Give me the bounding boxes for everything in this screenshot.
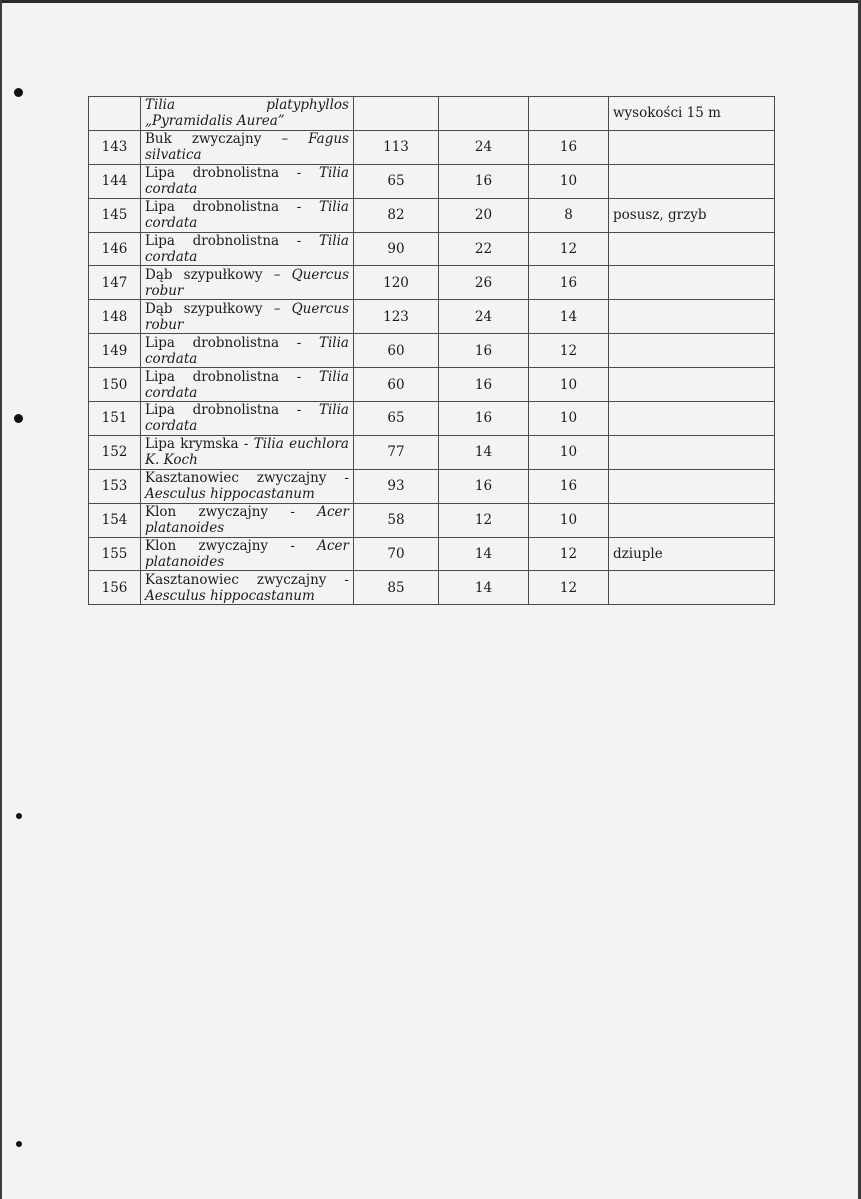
table-row [89,300,775,334]
sheet-edge-left [0,0,2,1199]
tree-height: 24 [439,130,529,164]
punch-hole-mark [16,813,22,819]
tree-number: 154 [89,503,141,537]
crown-width: 12 [529,334,609,368]
remarks [609,368,775,402]
species-line-latin: robur [145,282,184,299]
trunk-circumference: 60 [354,334,439,368]
species-line-polish: Dąb szypułkowy – Quercus [145,300,349,317]
tree-height: 16 [439,334,529,368]
species-name [141,198,354,232]
punch-hole-mark [14,88,23,97]
remarks [609,232,775,266]
species-line-latin: Aesculus hippocastanum [145,486,315,503]
tree-height: 16 [439,164,529,198]
crown-width: 10 [529,435,609,469]
table-row [89,198,775,232]
species-name [141,571,354,605]
tree-number: 143 [89,130,141,164]
species-line-polish: Kasztanowiec zwyczajny - [145,571,349,588]
species-name [141,97,354,131]
remarks [609,503,775,537]
tree-number: 150 [89,368,141,402]
trunk-circumference [354,97,439,131]
trunk-circumference: 85 [354,571,439,605]
species-line-polish: Lipa drobnolistna - Tilia [145,368,349,385]
trunk-circumference: 60 [354,368,439,402]
species-line-polish: Buk zwyczajny – Fagus [145,131,349,148]
remarks: posusz, grzyb [609,198,775,232]
tree-number: 149 [89,334,141,368]
tree-height: 14 [439,435,529,469]
tree-height: 14 [439,537,529,571]
species-line-latin: robur [145,316,184,333]
tree-number: 145 [89,198,141,232]
tree-height: 20 [439,198,529,232]
species-line-latin: K. Koch [145,452,198,469]
tree-height: 16 [439,402,529,436]
crown-width [529,97,609,131]
table-row [89,334,775,368]
tree-height: 14 [439,571,529,605]
table-row [89,503,775,537]
tree-number: 153 [89,469,141,503]
crown-width: 10 [529,503,609,537]
remarks: wysokości 15 m [609,97,775,131]
remarks [609,334,775,368]
remarks: dziuple [609,537,775,571]
trunk-circumference: 58 [354,503,439,537]
tree-number: 144 [89,164,141,198]
species-line-polish: Dąb szypułkowy – Quercus [145,266,349,283]
crown-width: 8 [529,198,609,232]
punch-hole-mark [16,1141,22,1147]
remarks [609,571,775,605]
species-line-latin: platanoides [145,520,225,537]
remarks [609,130,775,164]
trunk-circumference: 65 [354,164,439,198]
tree-height: 16 [439,469,529,503]
trunk-circumference: 82 [354,198,439,232]
tree-height [439,97,529,131]
species-line-polish: Lipa krymska - Tilia euchlora [145,436,349,453]
species-line-polish: Lipa drobnolistna - Tilia [145,233,349,249]
species-line-latin: cordata [145,384,198,401]
tree-number: 151 [89,402,141,436]
species-name [141,232,354,266]
remarks [609,266,775,300]
trunk-circumference: 123 [354,300,439,334]
species-name [141,164,354,198]
table-row [89,97,775,131]
table-row [89,537,775,571]
crown-width: 12 [529,571,609,605]
species-line-latin: cordata [145,350,198,367]
trunk-circumference: 65 [354,402,439,436]
tree-height: 24 [439,300,529,334]
species-line-polish: Klon zwyczajny - Acer [145,504,349,521]
table-row [89,435,775,469]
remarks [609,164,775,198]
remarks [609,402,775,436]
species-line-polish: Tilia platyphyllos [145,97,349,114]
table-row [89,164,775,198]
species-name [141,368,354,402]
tree-height: 12 [439,503,529,537]
species-name [141,435,354,469]
table-row [89,130,775,164]
crown-width: 16 [529,130,609,164]
tree-number: 148 [89,300,141,334]
crown-width: 16 [529,266,609,300]
crown-width: 10 [529,164,609,198]
table-row [89,266,775,300]
species-name [141,266,354,300]
table-row [89,469,775,503]
tree-height: 26 [439,266,529,300]
tree-height: 22 [439,232,529,266]
crown-width: 10 [529,402,609,436]
table-body [89,97,775,605]
table-row [89,368,775,402]
trunk-circumference: 120 [354,266,439,300]
tree-number: 147 [89,266,141,300]
remarks [609,469,775,503]
trunk-circumference: 70 [354,537,439,571]
species-line-latin: cordata [145,418,198,435]
species-line-latin: cordata [145,181,198,198]
species-line-latin: cordata [145,249,198,265]
species-name [141,402,354,436]
species-line-polish: Lipa drobnolistna - Tilia [145,165,349,182]
species-name [141,537,354,571]
remarks [609,300,775,334]
species-line-latin: cordata [145,215,198,232]
tree-number [89,97,141,131]
trunk-circumference: 90 [354,232,439,266]
species-name [141,503,354,537]
crown-width: 12 [529,232,609,266]
species-name [141,300,354,334]
tree-number: 146 [89,232,141,266]
species-line-latin: Aesculus hippocastanum [145,587,315,604]
tree-height: 16 [439,368,529,402]
table-row [89,402,775,436]
trunk-circumference: 77 [354,435,439,469]
tree-number: 156 [89,571,141,605]
tree-number: 155 [89,537,141,571]
tree-number: 152 [89,435,141,469]
crown-width: 12 [529,537,609,571]
species-line-latin: silvatica [145,147,202,164]
crown-width: 14 [529,300,609,334]
tree-inventory-table [88,96,775,605]
species-line-polish: Kasztanowiec zwyczajny - [145,470,349,487]
species-line-latin: platanoides [145,554,225,571]
species-line-polish: Lipa drobnolistna - Tilia [145,402,349,419]
table-row [89,232,775,266]
species-line-polish: Lipa drobnolistna - Tilia [145,334,349,351]
remarks [609,435,775,469]
crown-width: 10 [529,368,609,402]
species-name [141,334,354,368]
species-line-latin: „Pyramidalis Aurea” [145,113,285,130]
punch-hole-mark [14,414,23,423]
species-line-polish: Lipa drobnolistna - Tilia [145,199,349,216]
sheet-edge-top [0,0,861,3]
trunk-circumference: 113 [354,130,439,164]
crown-width: 16 [529,469,609,503]
species-name [141,469,354,503]
species-name [141,130,354,164]
table-row [89,571,775,605]
trunk-circumference: 93 [354,469,439,503]
species-line-polish: Klon zwyczajny - Acer [145,538,349,555]
